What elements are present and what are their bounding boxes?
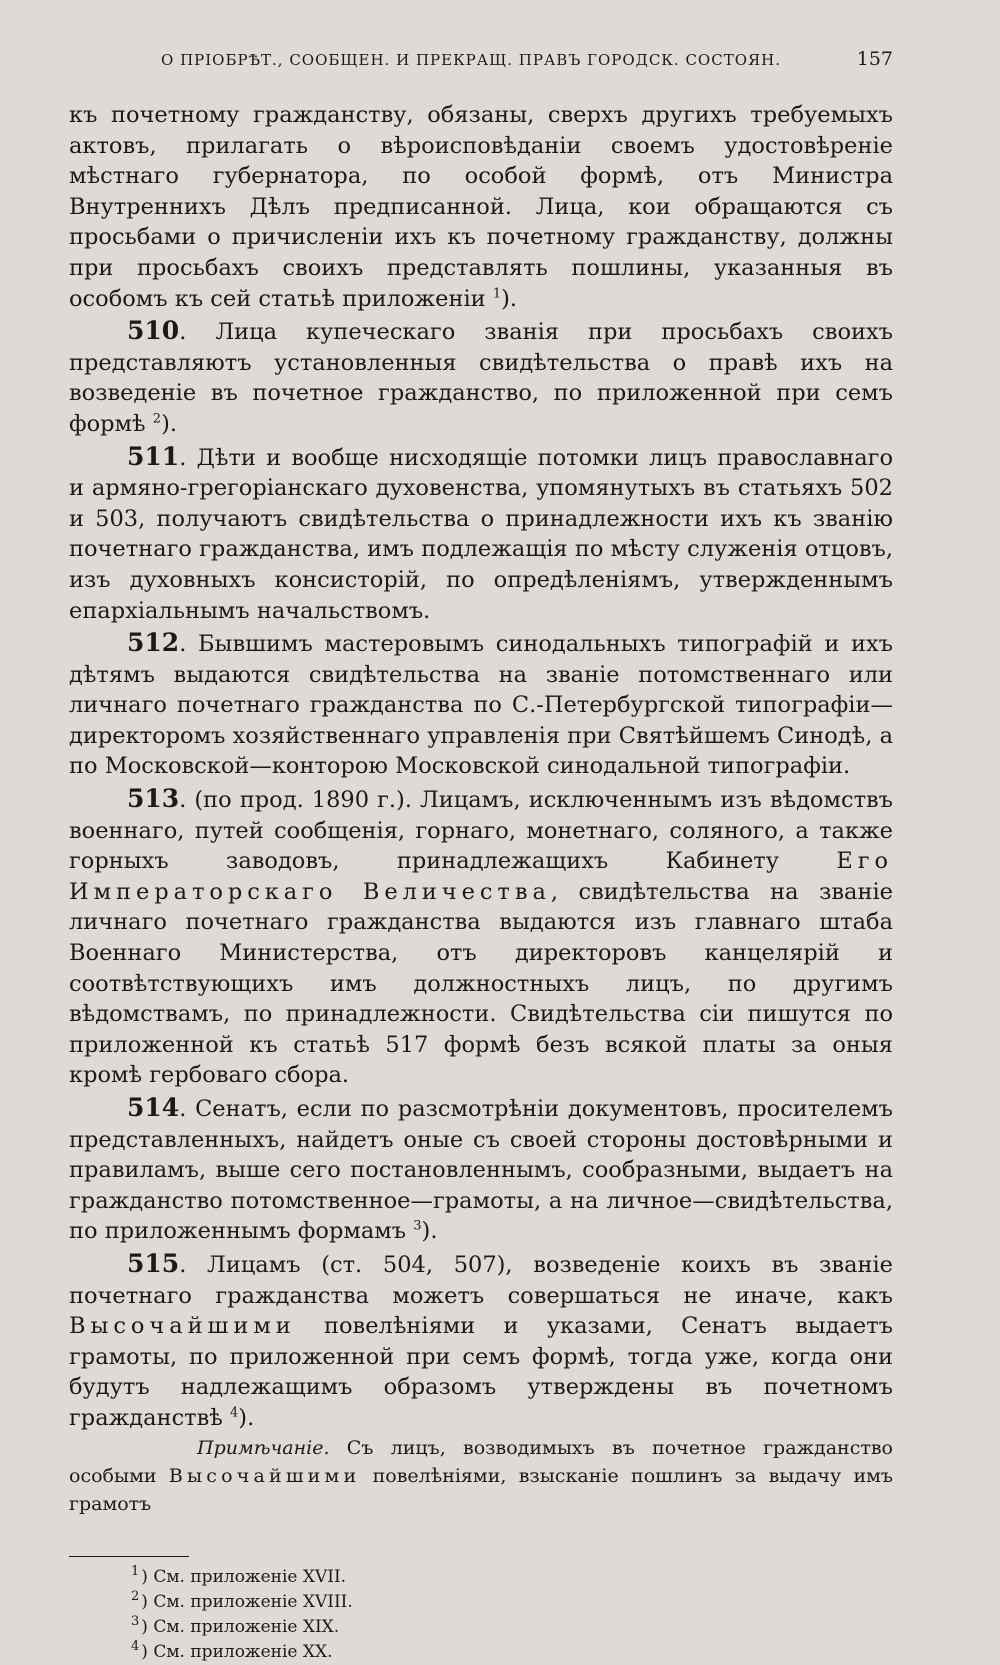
footnote-divider bbox=[69, 1556, 189, 1557]
footnote-ref: 4 bbox=[230, 1405, 239, 1421]
article-text: Лица купеческаго званія при просьбахъ своихъ представляютъ установленныя свидѣтельства о правѣ ихъ на возведеніе въ почетное гражданство, по приложенной при семъ формѣ bbox=[69, 319, 893, 437]
article-text: Дѣти и вообще нисходящіе потомки лицъ православнаго и армяно-грегоріанскаго духовенства, упомянутыхъ въ статьяхъ 502 и 503, получаютъ свидѣтельства о принадлежности ихъ къ званію почетнаго гражданства, имъ подлежащія по мѣсту служенія отцовъ, изъ духовныхъ консисторій, по опредѣленіямъ, утвержденнымъ епархіальнымъ начальствомъ. bbox=[69, 444, 893, 624]
article-text: (по прод. 1890 г.). Лицамъ, исключеннымъ изъ вѣдомствъ военнаго, путей сообщенія, горнаго, монетнаго, соляного, а также горныхъ заводовъ, принадлежащихъ Кабинету bbox=[69, 787, 894, 875]
body-text bbox=[69, 100, 893, 1518]
footnote-mark: 2 bbox=[131, 1588, 140, 1604]
note-label: Примѣчаніе. bbox=[197, 1436, 330, 1459]
footnote-item bbox=[131, 1590, 893, 1615]
article-tail: ). bbox=[238, 1404, 255, 1431]
article-text: Сенатъ, если по разсмотрѣніи документовъ, просителемъ представленныхъ, найдетъ оные съ своей стороны достовѣрными и правиламъ, выше сего постановленнымъ, сообразными, выдаетъ на гражданство потомственное—грамоты, а на личное—свидѣтельства, по приложеннымъ формамъ bbox=[69, 1096, 893, 1245]
paragraph-tail: ). bbox=[501, 285, 518, 312]
footnote-text: ) См. приложеніе XIX. bbox=[141, 1616, 340, 1637]
spaced-text: Высочайшими bbox=[168, 1464, 361, 1487]
article-text-cont: , свидѣтельства на званіе личнаго почетнаго гражданства выдаются изъ главнаго штаба Военнаго Министерства, отъ директоровъ канцелярій и соотвѣтствующихъ имъ должностныхъ лицъ, по другимъ вѣдомствамъ, по принадлежности. Свидѣтельства сіи пишутся по приложенной къ статьѣ 517 формѣ безъ всякой платы за оныя кромѣ гербоваго сбора. bbox=[69, 878, 893, 1089]
footnote-item bbox=[131, 1640, 893, 1665]
article-512: 512. Бывшимъ мастеровымъ синодальныхъ типографій и ихъ дѣтямъ выдаются свидѣтельства на званіе потомственнаго или личнаго почетнаго гражданства по С.-Петербургской типографіи—директоромъ хозяйственнаго управленія при Святѣйшемъ Синодѣ, а по Московской—конторою Московской синодальной типографіи. bbox=[69, 628, 893, 780]
footnote-text: ) См. приложеніе XVII. bbox=[141, 1566, 347, 1587]
paragraph-continuation bbox=[69, 100, 893, 314]
footnote-ref: 3 bbox=[413, 1218, 422, 1234]
spaced-text: Высочайшими bbox=[69, 1313, 296, 1340]
article-510: 510. Лица купеческаго званія при просьбахъ своихъ представляютъ установленныя свидѣтельства о правѣ ихъ на возведеніе въ почетное гражданство, по приложенной при семъ формѣ $^2$). bbox=[69, 316, 893, 437]
article-text: Бывшимъ мастеровымъ синодальныхъ типографій и ихъ дѣтямъ выдаются свидѣтельства на званіе потомственнаго или личнаго почетнаго гражданства по С.-Петербургской типографіи—директоромъ хозяйственнаго управленія при Святѣйшемъ Синодѣ, а по Московской—конторою Московской синодальной типографіи. bbox=[69, 631, 893, 780]
article-tail: ). bbox=[421, 1218, 438, 1245]
article-text-cont: повелѣніями и указами, Сенатъ выдаетъ грамоты, по приложенной при семъ формѣ, тогда уже, когда они будутъ надлежащимъ образомъ утверждены въ почетномъ гражданствѣ bbox=[69, 1313, 893, 1431]
footnote-item bbox=[131, 1565, 893, 1590]
footnote-item bbox=[131, 1615, 893, 1640]
footnote-text: ) См. приложеніе XX. bbox=[141, 1641, 333, 1662]
footnote-ref: 2 bbox=[152, 411, 162, 427]
article-tail: ). bbox=[161, 410, 178, 437]
footnote-text: ) См. приложеніе XVIII. bbox=[141, 1591, 353, 1612]
running-head bbox=[161, 48, 893, 70]
footnote-mark: 3 bbox=[131, 1613, 140, 1629]
article-number: 515 bbox=[127, 1248, 180, 1278]
article-511: 511. Дѣти и вообще нисходящіе потомки лицъ православнаго и армяно-грегоріанскаго духовенства, упомянутыхъ въ статьяхъ 502 и 503, получаютъ свидѣтельства о принадлежности ихъ къ званію почетнаго гражданства, имъ подлежащія по мѣсту служенія отцовъ, изъ духовныхъ консисторій, по опредѣленіямъ, утвержденнымъ епархіальнымъ начальствомъ. bbox=[69, 441, 893, 624]
spaced-text: Его Императорскаго Величества bbox=[69, 848, 893, 905]
running-title: О ПРІОБРѢТ., СООБЩЕН. И ПРЕКРАЩ. ПРАВЪ ГОРОДСК. СОСТОЯН. bbox=[161, 51, 781, 69]
note-text: Съ лицъ, возводимыхъ въ почетное гражданство особыми bbox=[69, 1436, 893, 1487]
article-number: 511 bbox=[127, 441, 180, 471]
article-note bbox=[69, 1434, 893, 1518]
article-513: 513. (по прод. 1890 г.). Лицамъ, исключеннымъ изъ вѣдомствъ военнаго, путей сообщенія, горнаго, монетнаго, соляного, а также горныхъ заводовъ, принадлежащихъ Кабинету Его Императорскаго Величества, свидѣтельства на званіе личнаго почетнаго гражданства выдаются изъ главнаго штаба Военнаго Министерства, отъ директоровъ канцелярій и соотвѣтствующихъ имъ должностныхъ лицъ, по другимъ вѣдомствамъ, по принадлежности. Свидѣтельства сіи пишутся по приложенной къ статьѣ 517 формѣ безъ всякой платы за оныя кромѣ гербоваго сбора. bbox=[69, 784, 894, 1089]
paragraph-text: къ почетному гражданству, обязаны, сверхъ другихъ требуемыхъ актовъ, прилагать о вѣроисповѣданіи своемъ удостовѣреніе мѣстнаго губернатора, по особой формѣ, отъ Министра Внутреннихъ Дѣлъ предписанной. Лица, кои обращаются съ просьбами о причисленіи ихъ къ почетному гражданству, должны при просьбахъ своихъ представлять пошлины, указанныя въ особомъ къ сей статьѣ приложеніи bbox=[69, 102, 893, 312]
article-515: 515. Лицамъ (ст. 504, 507), возведеніе коихъ въ званіе почетнаго гражданства можетъ совершаться не иначе, какъ Высочайшими повелѣніями и указами, Сенатъ выдаетъ грамоты, по приложенной при семъ формѣ, тогда уже, когда они будутъ надлежащимъ образомъ утверждены въ почетномъ гражданствѣ $^4$). bbox=[69, 1248, 893, 1431]
article-number: 512 bbox=[127, 628, 180, 658]
note-text-cont: повелѣніями, взысканіе пошлинъ за выдачу имъ грамотъ bbox=[69, 1464, 893, 1515]
article-text: Лицамъ (ст. 504, 507), возведеніе коихъ въ званіе почетнаго гражданства можетъ совершаться не иначе, какъ bbox=[69, 1251, 893, 1309]
article-number: 513 bbox=[127, 784, 180, 814]
article-number: 510 bbox=[127, 316, 180, 346]
footnote-mark: 1 bbox=[131, 1563, 140, 1579]
page-number: 157 bbox=[856, 48, 893, 70]
footnote-ref: 1 bbox=[492, 286, 502, 302]
footnotes bbox=[131, 1565, 893, 1665]
article-514: 514. Сенатъ, если по разсмотрѣніи документовъ, просителемъ представленныхъ, найдетъ оные съ своей стороны достовѣрными и правиламъ, выше сего постановленнымъ, сообразными, выдаетъ на гражданство потомственное—грамоты, а на личное—свидѣтельства, по приложеннымъ формамъ $^3$). bbox=[69, 1093, 893, 1245]
article-number: 514 bbox=[127, 1093, 180, 1122]
footnote-mark: 4 bbox=[131, 1638, 140, 1654]
